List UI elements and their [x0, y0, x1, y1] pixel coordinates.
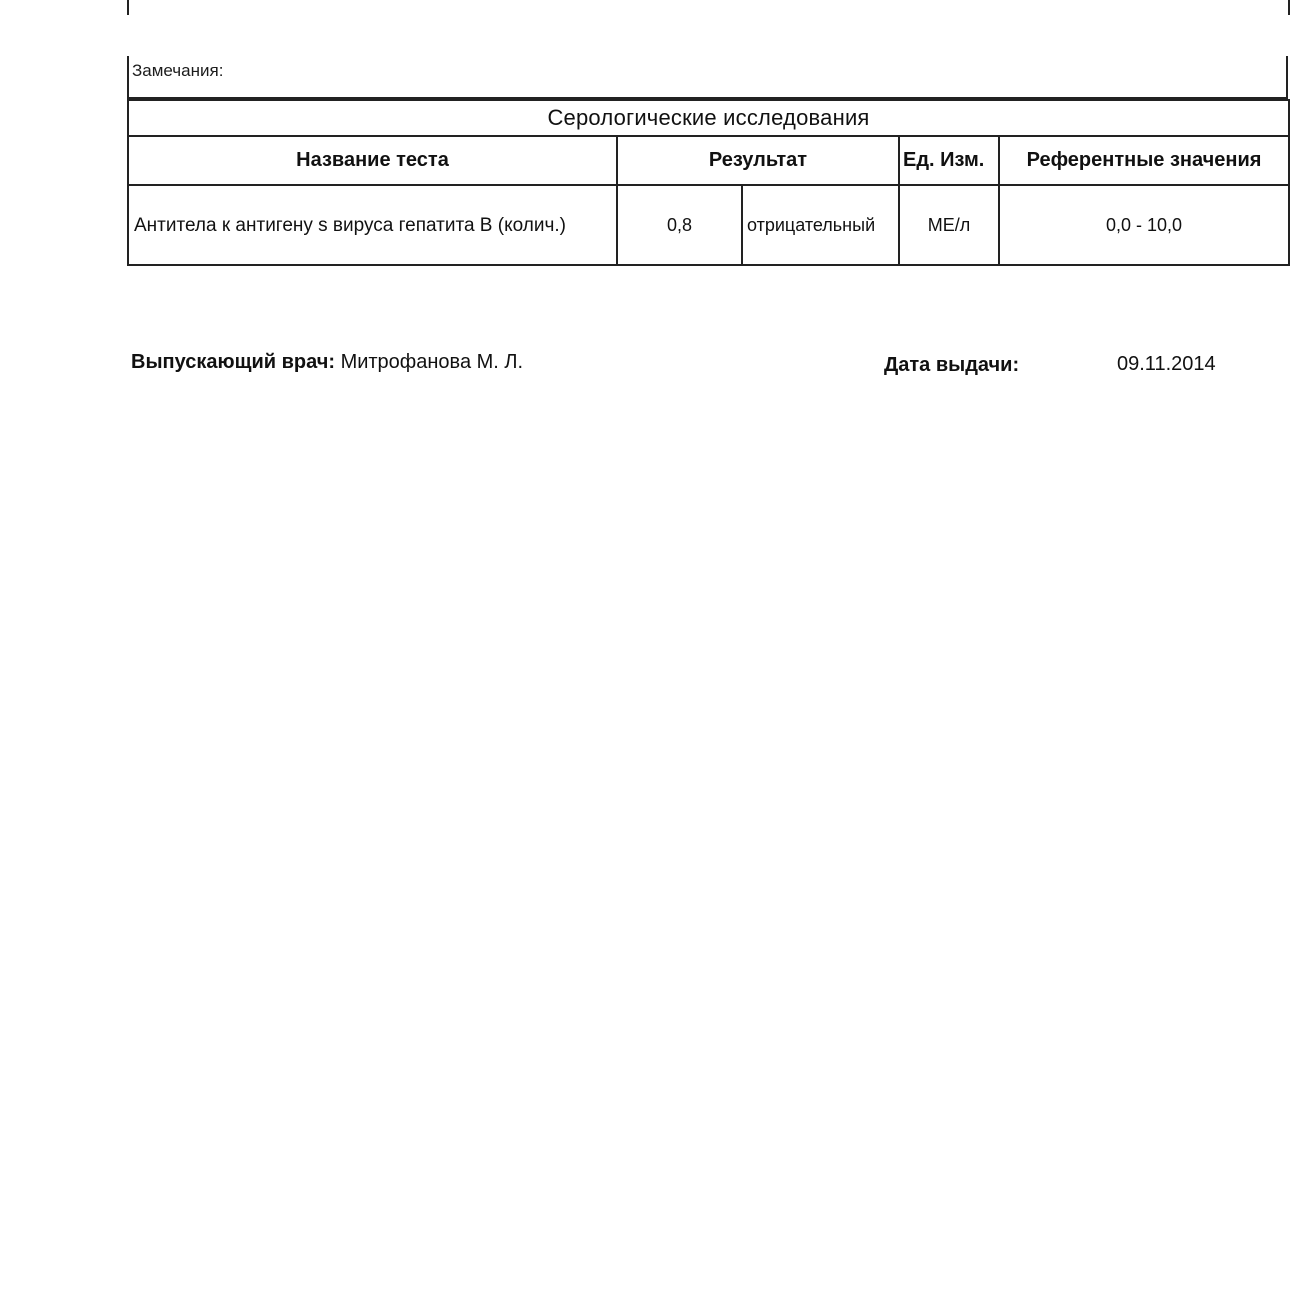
issuing-doctor-label: Выпускающий врач: — [131, 351, 335, 373]
issuing-doctor-name: Митрофанова М. Л. — [340, 351, 524, 373]
header-result: Результат — [617, 136, 899, 185]
section-title-row — [128, 100, 1289, 136]
frame-line-top-right — [1288, 0, 1290, 15]
serology-results-table — [127, 99, 1290, 266]
test-name-cell: Антитела к антигену s вируса гепатита B (колич.) — [128, 185, 617, 265]
table-row — [128, 185, 1289, 265]
unit-cell: МЕ/л — [899, 185, 999, 265]
header-unit: Ед. Изм. — [899, 136, 999, 185]
remarks-box — [127, 56, 1288, 99]
reference-range-cell: 0,0 - 10,0 — [999, 185, 1289, 265]
cut-off-text-fragment — [1145, 0, 1250, 2]
frame-line-top-left — [127, 0, 129, 15]
result-interpretation-cell: отрицательный — [742, 185, 899, 265]
section-title: Серологические исследования — [128, 100, 1289, 136]
header-test-name: Название теста — [128, 136, 617, 185]
remarks-label: Замечания: — [132, 61, 224, 80]
issuing-doctor — [131, 351, 523, 374]
header-reference: Референтные значения — [999, 136, 1289, 185]
result-value-cell: 0,8 — [617, 185, 742, 265]
table-header-row — [128, 136, 1289, 185]
issue-date-value: 09.11.2014 — [1117, 353, 1216, 375]
issue-date-label: Дата выдачи: — [884, 354, 1020, 376]
